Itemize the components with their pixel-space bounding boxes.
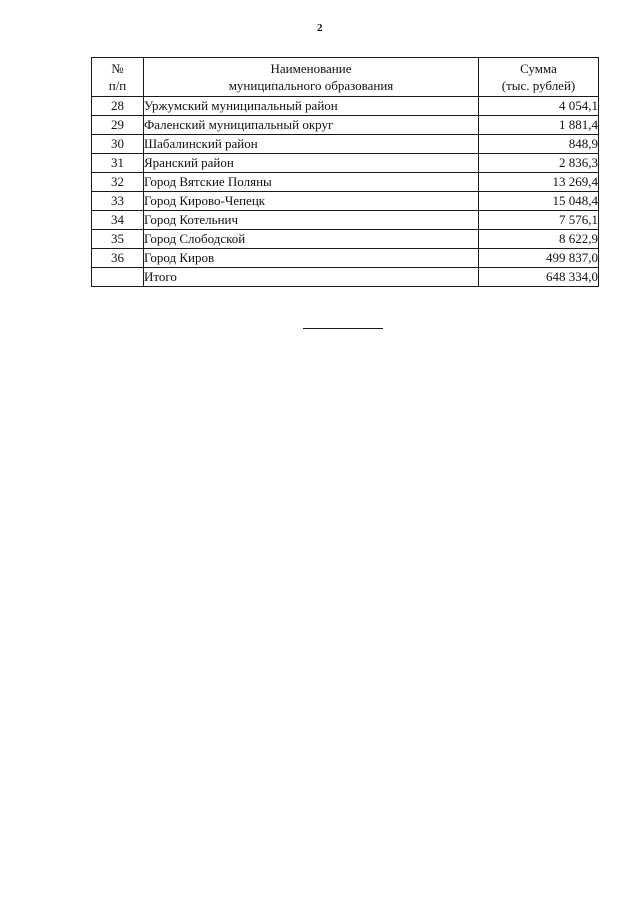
total-number	[92, 268, 144, 287]
table-row	[92, 211, 599, 230]
row-sum: 13 269,4	[479, 173, 599, 192]
row-municipality: Город Киров	[144, 249, 479, 268]
row-municipality: Уржумский муниципальный район	[144, 97, 479, 116]
header-sum-line2: (тыс. рублей)	[501, 78, 576, 93]
row-sum: 4 054,1	[479, 97, 599, 116]
page-number: 2	[317, 22, 323, 34]
row-number: 35	[92, 230, 144, 249]
row-municipality: Город Котельнич	[144, 211, 479, 230]
row-sum: 2 836,3	[479, 154, 599, 173]
row-municipality: Город Вятские Поляны	[144, 173, 479, 192]
header-number-line1: №	[111, 61, 124, 76]
table-row	[92, 116, 599, 135]
allocation-table	[91, 57, 599, 287]
row-municipality: Фаленский муниципальный округ	[144, 116, 479, 135]
table-row	[92, 249, 599, 268]
table-row	[92, 154, 599, 173]
header-name-line1: Наименование	[270, 61, 352, 76]
row-sum: 499 837,0	[479, 249, 599, 268]
header-name	[144, 58, 479, 97]
separator-line	[303, 328, 383, 329]
row-number: 29	[92, 116, 144, 135]
row-municipality: Шабалинский район	[144, 135, 479, 154]
header-name-line2: муниципального образования	[228, 78, 394, 93]
row-municipality: Город Слободской	[144, 230, 479, 249]
row-sum: 848,9	[479, 135, 599, 154]
table-header-row	[92, 58, 599, 97]
row-number: 33	[92, 192, 144, 211]
row-sum: 15 048,4	[479, 192, 599, 211]
header-number	[92, 58, 144, 97]
row-sum: 8 622,9	[479, 230, 599, 249]
table-total-row	[92, 268, 599, 287]
header-number-line2: п/п	[108, 78, 127, 93]
total-sum: 648 334,0	[479, 268, 599, 287]
row-number: 28	[92, 97, 144, 116]
row-number: 36	[92, 249, 144, 268]
row-number: 31	[92, 154, 144, 173]
row-sum: 1 881,4	[479, 116, 599, 135]
table-row	[92, 135, 599, 154]
row-number: 30	[92, 135, 144, 154]
table-row	[92, 230, 599, 249]
header-sum	[479, 58, 599, 97]
row-municipality: Город Кирово-Чепецк	[144, 192, 479, 211]
total-label: Итого	[144, 268, 479, 287]
row-municipality: Яранский район	[144, 154, 479, 173]
row-sum: 7 576,1	[479, 211, 599, 230]
header-sum-line1: Сумма	[520, 61, 557, 76]
row-number: 32	[92, 173, 144, 192]
table-row	[92, 192, 599, 211]
table-row	[92, 173, 599, 192]
row-number: 34	[92, 211, 144, 230]
table-row	[92, 97, 599, 116]
